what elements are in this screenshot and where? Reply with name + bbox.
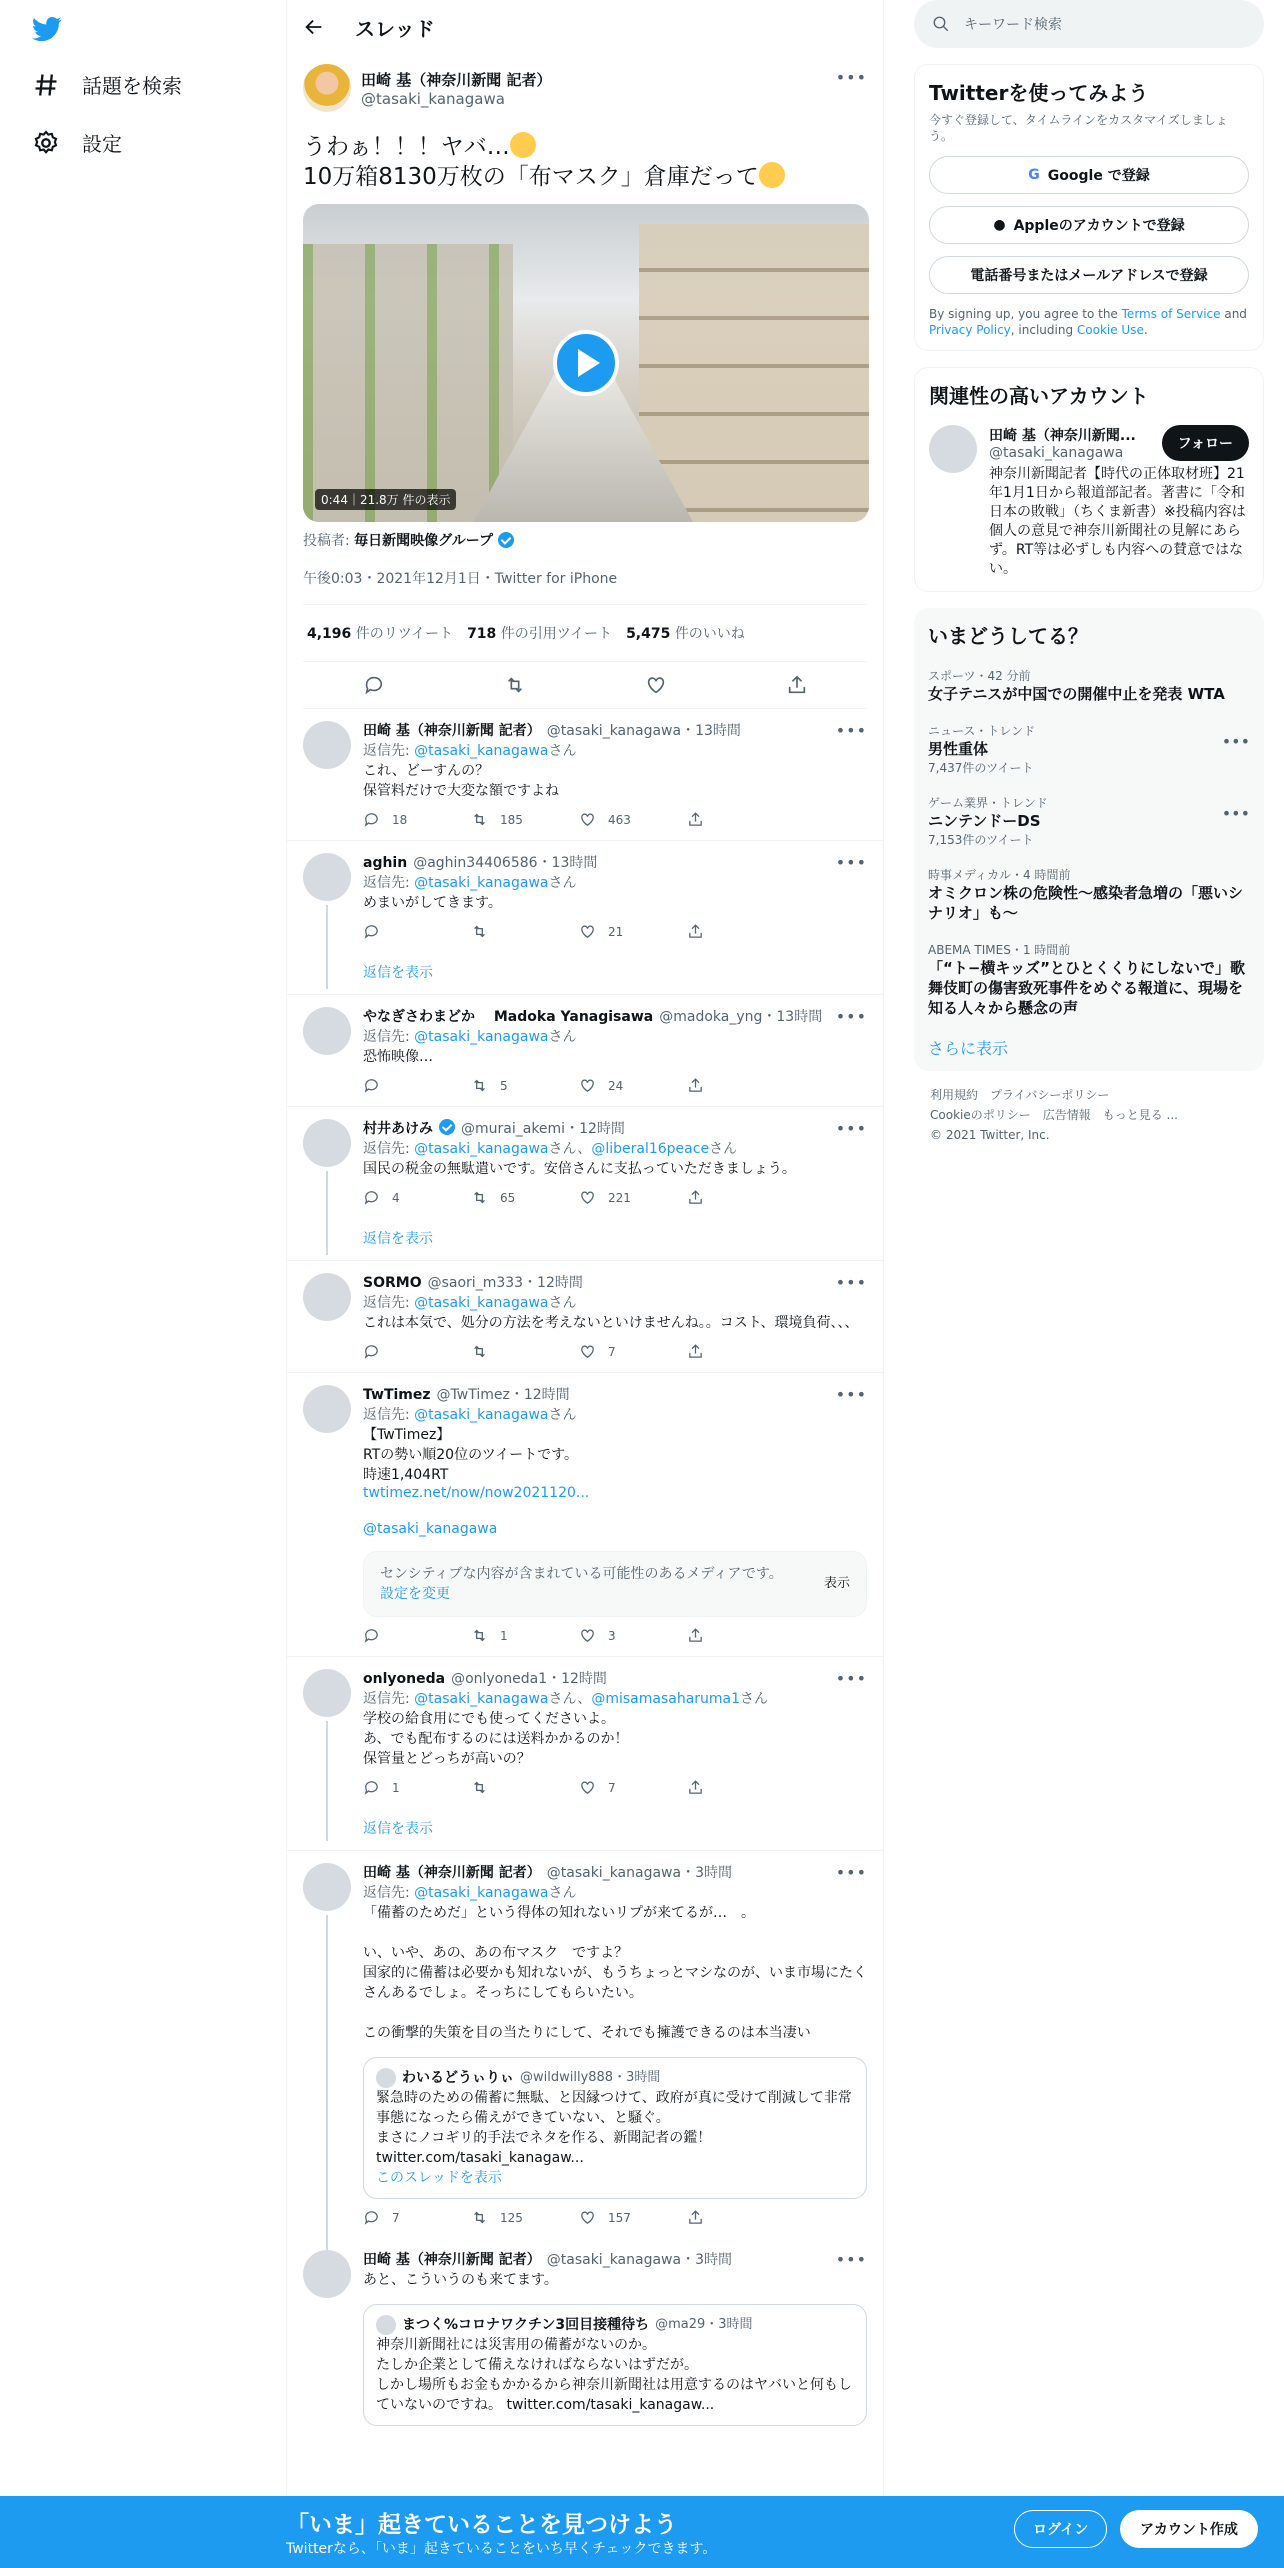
reply-meta[interactable]: @aghin34406586・13時間	[413, 855, 598, 871]
like-icon	[579, 1779, 596, 1796]
trend-item[interactable]: ニュース・トレンド 男性重体 7,437件のツイート •••	[928, 724, 1250, 775]
retweet-icon	[471, 1343, 488, 1360]
video-frame-shelf-right	[639, 224, 869, 522]
retweet-count[interactable]: 4,196 件のリツイート	[307, 626, 454, 642]
reply-author-name[interactable]: 田崎 基（神奈川新聞 記者）	[363, 723, 541, 739]
video-stats: 0:44｜21.8万 件の表示	[315, 489, 456, 510]
search-input[interactable]: キーワード検索	[964, 17, 1062, 33]
like-button[interactable]: 21	[579, 923, 687, 940]
show-replies-link[interactable]: 返信を表示	[363, 965, 433, 981]
reply-author-name[interactable]: TwTimez	[363, 1387, 431, 1403]
more-icon[interactable]: •••	[1221, 732, 1250, 751]
tweet-text	[303, 132, 867, 192]
reply-to-link[interactable]: @tasaki_kanagawa	[414, 1885, 549, 1901]
share-icon	[687, 923, 704, 940]
share-icon	[687, 1779, 704, 1796]
reply-actions	[363, 923, 867, 940]
apple-signup-button[interactable]: ● Appleのアカウントで登録	[929, 206, 1249, 244]
reply-text: 「備蓄のためだ」という得体の知れないリプが来てるが… 。 い、いや、あの、あの布マスク ですよ？ 国家的に備蓄は必要かも知れないが、もうちょっとマシなのが、いま市場にたくさんあるでしょ。そっちにしてもらいたい。 この衝撃的失策を目の当たりにして、それでも擁護できるのは本当凄い	[363, 1905, 867, 2041]
reply-to-link[interactable]: @tasaki_kanagawa	[414, 1295, 549, 1311]
retweet-icon	[471, 2209, 488, 2226]
thread-column	[286, 0, 884, 2568]
quote-tweet[interactable]	[363, 2057, 867, 2199]
signup-title: Twitterを使ってみよう	[929, 81, 1149, 105]
quote-text: 神奈川新聞社には災害用の備蓄がないのか。 たしか企業として備えなければならないはずだが。 しかし場所もお金もかかるから神奈川新聞社は用意するのはヤバいと何もしていないのですね。 twitter.com/tasaki_kanagaw...	[376, 2337, 852, 2413]
quote-avatar	[376, 2068, 396, 2088]
thread-header	[287, 0, 883, 54]
reply-author-name[interactable]: 田崎 基（神奈川新聞 記者）	[363, 2252, 541, 2268]
retweet-icon	[471, 811, 488, 828]
reply-tweet[interactable]	[287, 1851, 883, 2238]
avatar[interactable]	[303, 1273, 351, 1321]
reply-actions	[363, 811, 867, 828]
reply-button[interactable]	[363, 1627, 471, 1644]
retweet-button[interactable]: 185	[471, 811, 579, 828]
reply-to-link[interactable]: @tasaki_kanagawa	[414, 1407, 549, 1423]
show-replies-link[interactable]: 返信を表示	[363, 1821, 433, 1837]
related-bio: 神奈川新聞記者【時代の正体取材班】21年1月1日から報道部記者。著書に「令和日本の敗戦」（ちくま新書）※投稿内容は個人の意見で神奈川新聞社の見解にあらず。RT等は必ずしも内容への賛意ではない。	[989, 466, 1246, 577]
reply-author-name[interactable]: 田崎 基（神奈川新聞 記者）	[363, 1865, 541, 1881]
reply-button[interactable]	[363, 1077, 471, 1094]
signup-subtitle: 今すぐ登録して、タイムラインをカスタマイズしましょう。	[929, 113, 1228, 143]
tweet-link[interactable]: twtimez.net/now/now2021120...	[363, 1485, 590, 1501]
trends-title: いまどうしてる？	[928, 624, 1088, 648]
reply-icon	[363, 1189, 380, 1206]
google-icon: G	[1028, 167, 1040, 183]
sensitive-text: センシティブな内容が含まれている可能性のあるメディアです。 設定を変更	[380, 1566, 783, 1602]
show-more-trends[interactable]: さらに表示	[928, 1039, 1009, 1058]
reply-meta[interactable]: @tasaki_kanagawa・3時間	[546, 2252, 732, 2268]
nav-explore[interactable]	[32, 70, 182, 99]
more-icon[interactable]: •••	[835, 68, 867, 87]
related-accounts-card	[914, 367, 1264, 592]
reply-meta[interactable]: @saori_m333・12時間	[427, 1275, 583, 1291]
like-button[interactable]: 221	[579, 1189, 687, 1206]
avatar[interactable]	[303, 1119, 351, 1167]
reply-icon	[363, 2209, 380, 2226]
expressionless-face-emoji-icon	[759, 162, 785, 188]
like-icon	[579, 1343, 596, 1360]
reply-to-link[interactable]: @tasaki_kanagawa	[414, 875, 549, 891]
like-icon	[579, 1627, 596, 1644]
reply-to: 返信先: @tasaki_kanagawaさん、@liberal16peaceさん	[363, 1141, 738, 1157]
play-icon[interactable]	[553, 330, 619, 396]
reply-tweet[interactable]	[287, 2238, 883, 2438]
reply-to: 返信先: @tasaki_kanagawaさん	[363, 1885, 577, 1901]
share-button[interactable]	[687, 923, 795, 940]
tweet-timestamp[interactable]: 午後0:03・2021年12月1日・Twitter for iPhone	[303, 568, 867, 605]
create-account-button[interactable]: アカウント作成	[1120, 2510, 1258, 2548]
author-handle[interactable]: @tasaki_kanagawa	[361, 89, 505, 108]
avatar[interactable]	[929, 425, 977, 473]
reply-text: 恐怖映像…	[363, 1049, 433, 1065]
reply-actions	[363, 2209, 867, 2226]
avatar[interactable]	[303, 1007, 351, 1055]
like-button[interactable]: 7	[579, 1779, 687, 1796]
reply-text: これは本気で、処分の方法を考えないといけませんね。。コスト、環境負荷、、、	[363, 1315, 859, 1331]
hashtag-icon	[32, 71, 60, 99]
share-icon	[687, 1077, 704, 1094]
poster-name[interactable]: 毎日新聞映像グループ	[354, 533, 494, 549]
avatar[interactable]	[303, 853, 351, 901]
reply-button[interactable]: 18	[363, 811, 471, 828]
more-icon[interactable]: •••	[1221, 804, 1250, 823]
share-button[interactable]	[687, 1779, 795, 1796]
reply-text: 国民の税金の無駄遣いです。安倍さんに支払っていただきましょう。	[363, 1161, 796, 1177]
reply-text: 【TwTimez】 RTの勢い順20位のツイートです。 時速1,404RT	[363, 1427, 578, 1483]
reply-meta[interactable]: @onlyoneda1・12時間	[451, 1671, 607, 1687]
trend-item[interactable]: スポーツ・42 分前 女子テニスが中国での開催中止を発表 WTA	[928, 669, 1225, 703]
reply-actions	[363, 1189, 867, 1206]
more-icon[interactable]: •••	[835, 853, 867, 872]
share-icon	[687, 2209, 704, 2226]
reply-to-link-2[interactable]: @misamasaharuma1	[591, 1691, 741, 1707]
reply-to: 返信先: @tasaki_kanagawaさん	[363, 743, 577, 759]
thread-line	[326, 1915, 328, 2285]
more-icon[interactable]: •••	[835, 1669, 867, 1688]
quote-avatar	[376, 2315, 396, 2335]
reply-author-name[interactable]: やなぎさわまどか Madoka Yanagisawa	[363, 1009, 654, 1025]
reply-tweet[interactable]	[287, 1657, 883, 1851]
more-icon[interactable]: •••	[835, 1385, 867, 1404]
reply-to-link-2[interactable]: @liberal16peace	[591, 1141, 710, 1157]
retweet-button[interactable]	[471, 1779, 579, 1796]
reply-author-name[interactable]: 村井あけみ	[363, 1121, 433, 1137]
quote-count[interactable]: 718 件の引用ツイート	[467, 626, 613, 642]
share-icon[interactable]	[786, 674, 808, 696]
author-name[interactable]: 田崎 基（神奈川新聞 記者）	[361, 70, 552, 89]
reply-tweet[interactable]	[287, 995, 883, 1107]
reply-button[interactable]	[363, 1343, 471, 1360]
login-button[interactable]: ログイン	[1014, 2510, 1107, 2548]
like-button[interactable]: 157	[579, 2209, 687, 2226]
signup-card	[914, 64, 1264, 351]
terms-link[interactable]: Terms of Service	[1121, 307, 1221, 321]
verified-badge-icon	[439, 1119, 455, 1135]
reply-meta[interactable]: @tasaki_kanagawa・3時間	[546, 1865, 732, 1881]
reply-text: 学校の給食用にでも使ってくださいよ。 あ、でも配布するのには送料かかるのか！ 保管量とどっちが高いの？	[363, 1711, 629, 1767]
apple-icon: ●	[993, 217, 1006, 233]
reply-button[interactable]	[363, 923, 471, 940]
quote-tweet[interactable]	[363, 2304, 867, 2426]
mention-link[interactable]: @tasaki_kanagawa	[363, 1521, 498, 1537]
reply-to-link[interactable]: @tasaki_kanagawa	[414, 1029, 549, 1045]
like-count[interactable]: 5,475 件のいいね	[626, 626, 745, 642]
reply-author-name[interactable]: SORMO	[363, 1275, 422, 1291]
reply-meta[interactable]: @TwTimez・12時間	[436, 1387, 570, 1403]
twitter-logo-icon[interactable]	[30, 14, 64, 44]
more-icon[interactable]: •••	[835, 2250, 867, 2269]
retweet-button[interactable]: 125	[471, 2209, 579, 2226]
nav-settings[interactable]	[32, 128, 122, 157]
reply-meta[interactable]: @murai_akemi・12時間	[461, 1121, 625, 1137]
more-icon[interactable]: •••	[835, 721, 867, 740]
reply-button[interactable]: 7	[363, 2209, 471, 2226]
page-title: スレッド	[355, 16, 435, 41]
gear-icon	[32, 129, 60, 157]
search-box[interactable]	[914, 0, 1264, 48]
reply-tweet[interactable]	[287, 841, 883, 995]
thread-line	[326, 1721, 328, 1841]
reply-icon	[363, 811, 380, 828]
quote-author-name: わいるどうぃりぃ	[402, 2070, 514, 2086]
reply-actions	[363, 1343, 867, 1360]
avatar[interactable]	[303, 1863, 351, 1911]
quote-text: 緊急時のための備蓄に無駄、と因縁つけて、政府が真に受けて削減して非常事態になったら備えができていない、と騒ぐ。 まさにノコギリ的手法でネタを作る、新聞記者の鑑！ twitter.com/tasaki_kanagaw...	[376, 2090, 852, 2166]
like-icon	[579, 923, 596, 940]
trends-card	[914, 608, 1264, 1071]
reply-author-name[interactable]: aghin	[363, 855, 408, 871]
retweet-button[interactable]: 5	[471, 1077, 579, 1094]
footer-links[interactable]: 利用規約 プライバシーポリシー Cookieのポリシー 広告情報 もっと見る ... © 2021 Twitter, Inc.	[930, 1088, 1178, 1142]
avatar[interactable]	[303, 2250, 351, 2298]
retweet-button[interactable]: 1	[471, 1627, 579, 1644]
like-icon	[579, 2209, 596, 2226]
video-frame-shelf-left	[303, 244, 513, 522]
like-icon	[579, 811, 596, 828]
avatar[interactable]	[303, 1669, 351, 1717]
terms-text: By signing up, you agree to the Terms of Service and Privacy Policy, including Cookie Use.	[929, 307, 1247, 337]
video-poster	[303, 530, 867, 550]
reply-to: 返信先: @tasaki_kanagawaさん、@misamasaharuma1さん	[363, 1691, 769, 1707]
banner-subtitle: Twitterなら、「いま」起きていることをいち早くチェックできます。	[286, 2541, 717, 2557]
reply-text: めまいがしてきます。	[363, 895, 502, 911]
reply-icon[interactable]	[363, 674, 385, 696]
reply-meta[interactable]: @madoka_yng・13時間	[659, 1009, 823, 1025]
back-arrow-icon[interactable]	[303, 16, 325, 38]
banner-title: 「いま」起きていることを見つけよう	[286, 2512, 677, 2538]
like-button[interactable]: 463	[579, 811, 687, 828]
privacy-link[interactable]: Privacy Policy	[929, 323, 1011, 337]
reply-actions	[363, 1627, 867, 1644]
tweet-line-1: うわぁ！！！ヤバ…	[303, 134, 510, 160]
tweet-line-2: 10万箱8130万枚の「布マスク」倉庫だって	[303, 164, 759, 190]
google-signup-button[interactable]: G Google で登録	[929, 156, 1249, 194]
related-name[interactable]: 田崎 基（神奈川新聞...	[989, 428, 1136, 444]
tweet-stats	[303, 605, 867, 662]
retweet-icon[interactable]	[504, 674, 526, 696]
nav-settings-label: 設定	[82, 132, 122, 156]
quote-author-name: まつく%コロナワクチン3回目接種待ち	[402, 2317, 650, 2333]
more-icon[interactable]: •••	[835, 1273, 867, 1292]
weary-face-emoji-icon	[510, 132, 536, 158]
trend-item[interactable]: ゲーム業界・トレンド ニンテンドーDS 7,153件のツイート •••	[928, 796, 1250, 847]
share-button[interactable]	[687, 2209, 795, 2226]
related-account[interactable]	[929, 425, 1249, 579]
reply-to: 返信先: @tasaki_kanagawaさん	[363, 1407, 577, 1423]
tweet-actions	[303, 662, 867, 709]
trend-item[interactable]: 時事メディカル・4 時間前 オミクロン株の危険性～感染者急増の「悪いシナリオ」も～	[928, 868, 1244, 922]
cookie-link[interactable]: Cookie Use	[1076, 323, 1144, 337]
reply-to: 返信先: @tasaki_kanagawaさん	[363, 1295, 577, 1311]
poster-label: 投稿者:	[303, 533, 350, 549]
retweet-icon	[471, 1779, 488, 1796]
show-replies-link[interactable]: 返信を表示	[363, 1231, 433, 1247]
reply-icon	[363, 1343, 380, 1360]
avatar[interactable]	[303, 64, 351, 112]
share-icon	[687, 1343, 704, 1360]
reply-meta[interactable]: @tasaki_kanagawa・13時間	[546, 723, 741, 739]
main-tweet	[287, 54, 883, 709]
like-button[interactable]: 7	[579, 1343, 687, 1360]
reply-button[interactable]: 1	[363, 1779, 471, 1796]
trend-item[interactable]: ABEMA TIMES・1 時間前 「“ト−横キッズ”とひとくくりにしないで」歌舞伎町の傷害致死事件をめぐる報道に、現場を知る人々から懸念の声	[928, 943, 1245, 1017]
show-thread-link[interactable]: このスレッドを表示	[376, 2170, 502, 2186]
share-icon	[687, 811, 704, 828]
more-icon[interactable]: •••	[835, 1863, 867, 1882]
reply-icon	[363, 1779, 380, 1796]
reply-icon	[363, 1627, 380, 1644]
reply-tweet[interactable]	[287, 1107, 883, 1261]
retweet-button[interactable]	[471, 1343, 579, 1360]
reply-to-link[interactable]: @tasaki_kanagawa	[414, 1691, 549, 1707]
like-button[interactable]: 3	[579, 1627, 687, 1644]
reply-icon	[363, 923, 380, 940]
like-icon	[579, 1077, 596, 1094]
retweet-icon	[471, 1077, 488, 1094]
show-media-button[interactable]: 表示	[823, 1576, 850, 1591]
reply-text: これ、どーすんの？ 保管料だけで大変な額ですよね	[363, 763, 559, 799]
reply-tweet[interactable]	[287, 1373, 883, 1657]
search-icon	[932, 15, 950, 33]
reply-to: 返信先: @tasaki_kanagawaさん	[363, 1029, 577, 1045]
share-button[interactable]	[687, 1343, 795, 1360]
share-button[interactable]	[687, 1627, 795, 1644]
avatar[interactable]	[303, 721, 351, 769]
left-nav	[0, 0, 286, 2568]
share-button[interactable]	[687, 1189, 795, 1206]
retweet-icon	[471, 1189, 488, 1206]
change-settings-link[interactable]: 設定を変更	[380, 1586, 450, 1602]
share-button[interactable]	[687, 1077, 795, 1094]
phone-signup-button[interactable]: 電話番号またはメールアドレスで登録	[929, 256, 1249, 294]
like-icon[interactable]	[645, 674, 667, 696]
reply-tweet[interactable]	[287, 1261, 883, 1373]
thread-line	[326, 1171, 328, 1255]
retweet-icon	[471, 1627, 488, 1644]
sensitive-media-warning	[363, 1551, 867, 1617]
like-icon	[579, 1189, 596, 1206]
follow-button[interactable]: フォロー	[1162, 425, 1249, 461]
reply-tweet[interactable]	[287, 709, 883, 841]
reply-actions	[363, 1077, 867, 1094]
like-button[interactable]: 24	[579, 1077, 687, 1094]
reply-author-name[interactable]: onlyoneda	[363, 1671, 446, 1687]
right-sidebar	[914, 0, 1264, 1145]
reply-button[interactable]: 4	[363, 1189, 471, 1206]
verified-badge-icon	[498, 532, 514, 548]
retweet-icon	[471, 923, 488, 940]
reply-actions	[363, 1779, 867, 1796]
reply-to-link[interactable]: @tasaki_kanagawa	[414, 1141, 549, 1157]
reply-to-link[interactable]: @tasaki_kanagawa	[414, 743, 549, 759]
share-button[interactable]	[687, 811, 795, 828]
related-title: 関連性の高いアカウント	[929, 384, 1149, 408]
share-icon	[687, 1627, 704, 1644]
more-icon[interactable]: •••	[835, 1007, 867, 1026]
nav-explore-label: 話題を検索	[82, 74, 182, 98]
reply-to: 返信先: @tasaki_kanagawaさん	[363, 875, 577, 891]
thread-line	[326, 905, 328, 989]
share-icon	[687, 1189, 704, 1206]
related-handle[interactable]: @tasaki_kanagawa	[989, 445, 1124, 461]
reply-text: あと、こういうのも来てます。	[363, 2272, 558, 2288]
retweet-button[interactable]: 65	[471, 1189, 579, 1206]
more-icon[interactable]: •••	[835, 1119, 867, 1138]
avatar[interactable]	[303, 1385, 351, 1433]
reply-icon	[363, 1077, 380, 1094]
quote-meta: @wildwilly888・3時間	[520, 2070, 661, 2085]
signup-banner	[0, 2496, 1284, 2568]
retweet-button[interactable]	[471, 923, 579, 940]
video-player[interactable]	[303, 204, 869, 522]
quote-meta: @ma29・3時間	[655, 2317, 753, 2332]
